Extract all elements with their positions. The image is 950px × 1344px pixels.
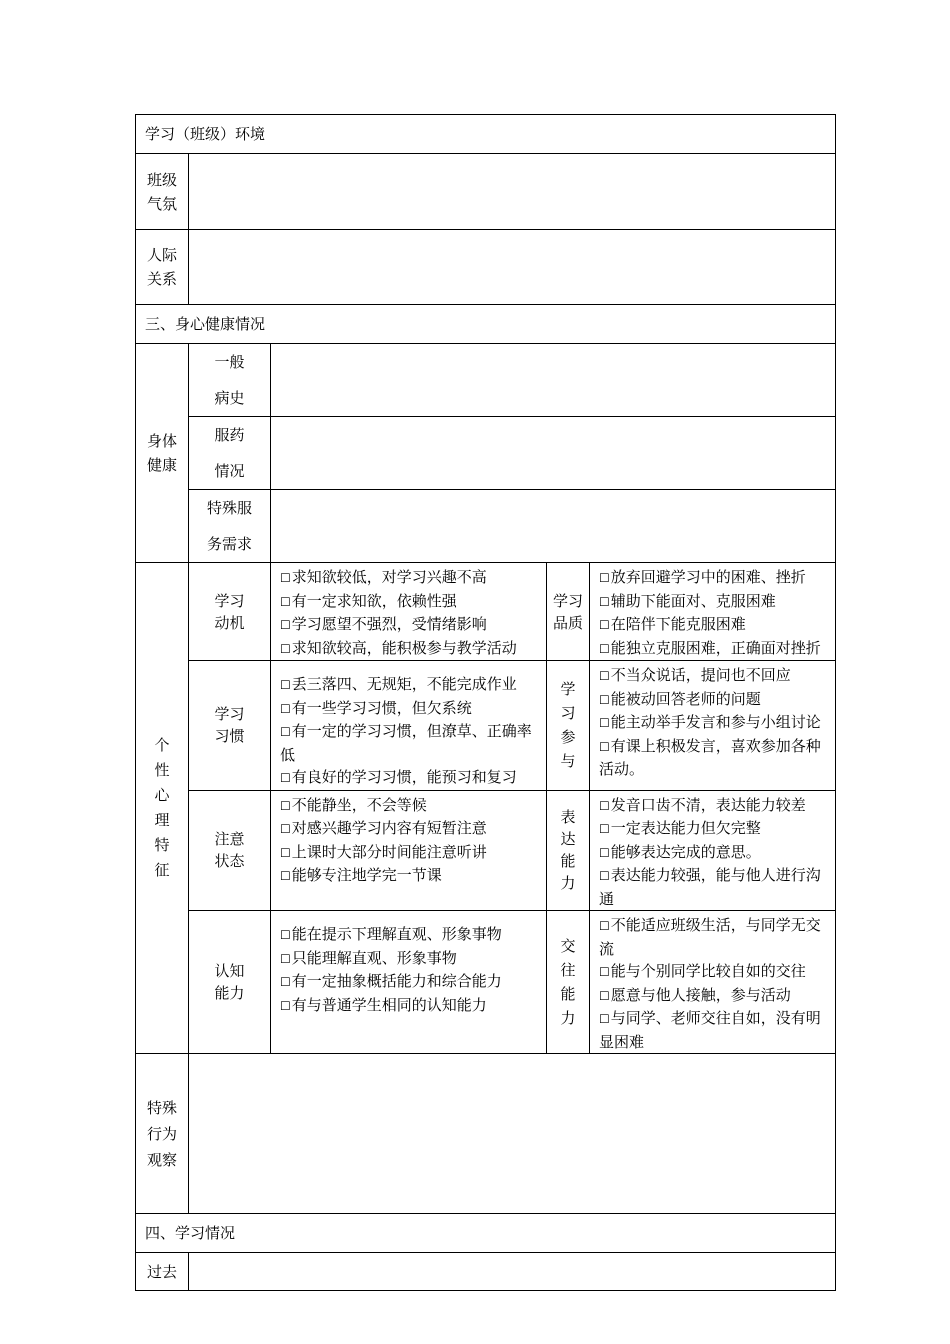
trait-left-label: 认知 能力 xyxy=(189,911,271,1054)
class-atmosphere-label: 班级 气氛 xyxy=(136,154,189,230)
trait-right-label: 学 习 参 与 xyxy=(547,661,590,791)
checkbox-option[interactable]: ☐一定表达能力但欠完整 xyxy=(599,819,761,837)
trait-right-options xyxy=(590,563,836,661)
checkbox-icon[interactable]: ☐ xyxy=(280,975,291,989)
checkbox-icon[interactable]: ☐ xyxy=(599,822,610,836)
past-row xyxy=(136,1253,836,1291)
class-atmosphere-field[interactable] xyxy=(189,154,836,230)
checkbox-option[interactable]: ☐上课时大部分时间能注意听讲 xyxy=(280,842,487,861)
trait-left-options xyxy=(271,563,547,661)
physical-health-label: 身体 健康 xyxy=(136,344,189,563)
checkbox-option[interactable]: ☐表达能力较强，能与他人进行沟通 xyxy=(599,866,821,908)
trait-left-options xyxy=(271,790,547,911)
checkbox-icon[interactable]: ☐ xyxy=(599,845,610,860)
checkbox-icon[interactable]: ☐ xyxy=(280,701,291,716)
section-env-title: 学习（班级）环境 xyxy=(136,115,836,154)
trait-left-options xyxy=(271,911,547,1054)
section-study-row xyxy=(136,1214,836,1253)
section-health-row xyxy=(136,305,836,344)
history-field[interactable] xyxy=(271,344,836,417)
trait-row xyxy=(136,563,836,661)
checkbox-option[interactable]: ☐放弃回避学习中的困难、挫折 xyxy=(599,568,806,586)
checkbox-icon[interactable]: ☐ xyxy=(280,869,291,883)
checkbox-icon[interactable]: ☐ xyxy=(280,998,291,1013)
checkbox-option[interactable]: ☐求知欲较高，能积极参与教学活动 xyxy=(280,638,517,657)
checkbox-icon[interactable]: ☐ xyxy=(599,594,610,609)
past-field[interactable] xyxy=(189,1253,836,1291)
special-needs-field[interactable] xyxy=(271,490,836,563)
relations-row xyxy=(136,230,836,305)
special-needs-label: 特殊服 务需求 xyxy=(189,490,271,563)
checkbox-icon[interactable]: ☐ xyxy=(599,669,610,683)
section-study-title: 四、学习情况 xyxy=(136,1214,836,1253)
checkbox-icon[interactable]: ☐ xyxy=(280,951,291,966)
checkbox-option[interactable]: ☐与同学、老师交往自如，没有明显困难 xyxy=(599,1009,821,1051)
checkbox-option[interactable]: ☐学习愿望不强烈，受情绪影响 xyxy=(280,615,487,633)
checkbox-option[interactable]: ☐发音口齿不清，表达能力较差 xyxy=(599,795,806,814)
checkbox-option[interactable]: ☐有良好的学习习惯，能预习和复习 xyxy=(280,768,517,786)
trait-row xyxy=(136,790,836,911)
checkbox-icon[interactable]: ☐ xyxy=(280,678,291,692)
checkbox-option[interactable]: ☐丢三落四、无规矩，不能完成作业 xyxy=(280,675,517,693)
trait-right-options xyxy=(590,790,836,911)
medication-row xyxy=(136,417,836,490)
trait-left-options xyxy=(271,661,547,791)
checkbox-icon[interactable]: ☐ xyxy=(280,845,291,860)
special-needs-row xyxy=(136,490,836,563)
checkbox-option[interactable]: ☐能独立克服困难，正确面对挫折 xyxy=(599,638,821,657)
checkbox-option[interactable]: ☐有一定求知欲，依赖性强 xyxy=(280,591,457,610)
history-label: 一般 病史 xyxy=(189,344,271,417)
checkbox-icon[interactable]: ☐ xyxy=(280,725,291,739)
checkbox-option[interactable]: ☐不能静坐，不会等候 xyxy=(280,795,427,814)
checkbox-icon[interactable]: ☐ xyxy=(280,618,291,632)
trait-right-label: 表 达 能 力 xyxy=(547,790,590,911)
checkbox-icon[interactable]: ☐ xyxy=(599,919,610,933)
trait-right-options xyxy=(590,661,836,791)
checkbox-icon[interactable]: ☐ xyxy=(599,618,610,632)
checkbox-icon[interactable]: ☐ xyxy=(599,739,610,754)
past-label: 过去 xyxy=(136,1253,189,1291)
checkbox-icon[interactable]: ☐ xyxy=(599,571,610,585)
checkbox-icon[interactable]: ☐ xyxy=(599,1012,610,1026)
checkbox-option[interactable]: ☐有一定抽象概括能力和综合能力 xyxy=(280,972,502,990)
class-atmosphere-row xyxy=(136,154,836,230)
checkbox-icon[interactable]: ☐ xyxy=(280,822,291,836)
checkbox-icon[interactable]: ☐ xyxy=(280,571,291,585)
checkbox-option[interactable]: ☐求知欲较低，对学习兴趣不高 xyxy=(280,568,487,586)
traits-label: 个 性 心 理 特 征 xyxy=(136,563,189,1054)
checkbox-icon[interactable]: ☐ xyxy=(280,928,291,942)
checkbox-option[interactable]: ☐有一些学习习惯，但欠系统 xyxy=(280,698,472,717)
checkbox-icon[interactable]: ☐ xyxy=(599,798,610,813)
trait-right-options xyxy=(590,911,836,1054)
medication-field[interactable] xyxy=(271,417,836,490)
section-env-row xyxy=(136,115,836,154)
checkbox-option[interactable]: ☐在陪伴下能克服困难 xyxy=(599,615,746,633)
checkbox-option[interactable]: ☐能够表达完成的意思。 xyxy=(599,842,761,861)
checkbox-icon[interactable]: ☐ xyxy=(599,988,610,1003)
checkbox-option[interactable]: ☐有课上积极发言，喜欢参加各种活动。 xyxy=(599,736,821,778)
checkbox-icon[interactable]: ☐ xyxy=(599,692,610,707)
checkbox-option[interactable]: ☐能被动回答老师的问题 xyxy=(599,689,761,708)
checkbox-option[interactable]: ☐不能适应班级生活，与同学无交流 xyxy=(599,916,821,958)
trait-left-label: 学习 习惯 xyxy=(189,661,271,791)
section-health-title: 三、身心健康情况 xyxy=(136,305,836,344)
history-row xyxy=(136,344,836,417)
relations-label: 人际 关系 xyxy=(136,230,189,305)
checkbox-icon[interactable]: ☐ xyxy=(280,641,291,656)
checkbox-option[interactable]: ☐对感兴趣学习内容有短暂注意 xyxy=(280,819,487,837)
checkbox-icon[interactable]: ☐ xyxy=(280,798,291,813)
trait-row xyxy=(136,911,836,1054)
behavior-label: 特殊 行为 观察 xyxy=(136,1054,189,1214)
checkbox-icon[interactable]: ☐ xyxy=(599,965,610,979)
student-profile-form xyxy=(135,114,835,1291)
checkbox-option[interactable]: ☐只能理解直观、形象事物 xyxy=(280,948,457,967)
checkbox-option[interactable]: ☐有一定的学习习惯，但潦草、正确率低 xyxy=(280,722,532,764)
behavior-field[interactable] xyxy=(189,1054,836,1214)
behavior-row xyxy=(136,1054,836,1214)
checkbox-option[interactable]: ☐愿意与他人接触，参与活动 xyxy=(599,985,791,1004)
checkbox-icon[interactable]: ☐ xyxy=(599,716,610,730)
relations-field[interactable] xyxy=(189,230,836,305)
checkbox-icon[interactable]: ☐ xyxy=(599,641,610,656)
medication-label: 服药 情况 xyxy=(189,417,271,490)
trait-right-label: 交 往 能 力 xyxy=(547,911,590,1054)
trait-left-label: 学习 动机 xyxy=(189,563,271,661)
trait-right-label: 学习 品质 xyxy=(547,563,590,661)
checkbox-icon[interactable]: ☐ xyxy=(599,869,610,883)
checkbox-option[interactable]: ☐不当众说话，提问也不回应 xyxy=(599,666,791,684)
checkbox-option[interactable]: ☐辅助下能面对、克服困难 xyxy=(599,591,776,610)
profile-table xyxy=(135,114,836,1291)
trait-left-label: 注意 状态 xyxy=(189,790,271,911)
checkbox-option[interactable]: ☐有与普通学生相同的认知能力 xyxy=(280,995,487,1014)
checkbox-icon[interactable]: ☐ xyxy=(280,594,291,609)
checkbox-option[interactable]: ☐能与个别同学比较自如的交往 xyxy=(599,962,806,980)
checkbox-option[interactable]: ☐能够专注地学完一节课 xyxy=(280,866,442,884)
checkbox-icon[interactable]: ☐ xyxy=(280,771,291,785)
checkbox-option[interactable]: ☐能主动举手发言和参与小组讨论 xyxy=(599,713,821,731)
checkbox-option[interactable]: ☐能在提示下理解直观、形象事物 xyxy=(280,925,502,943)
trait-row xyxy=(136,661,836,791)
